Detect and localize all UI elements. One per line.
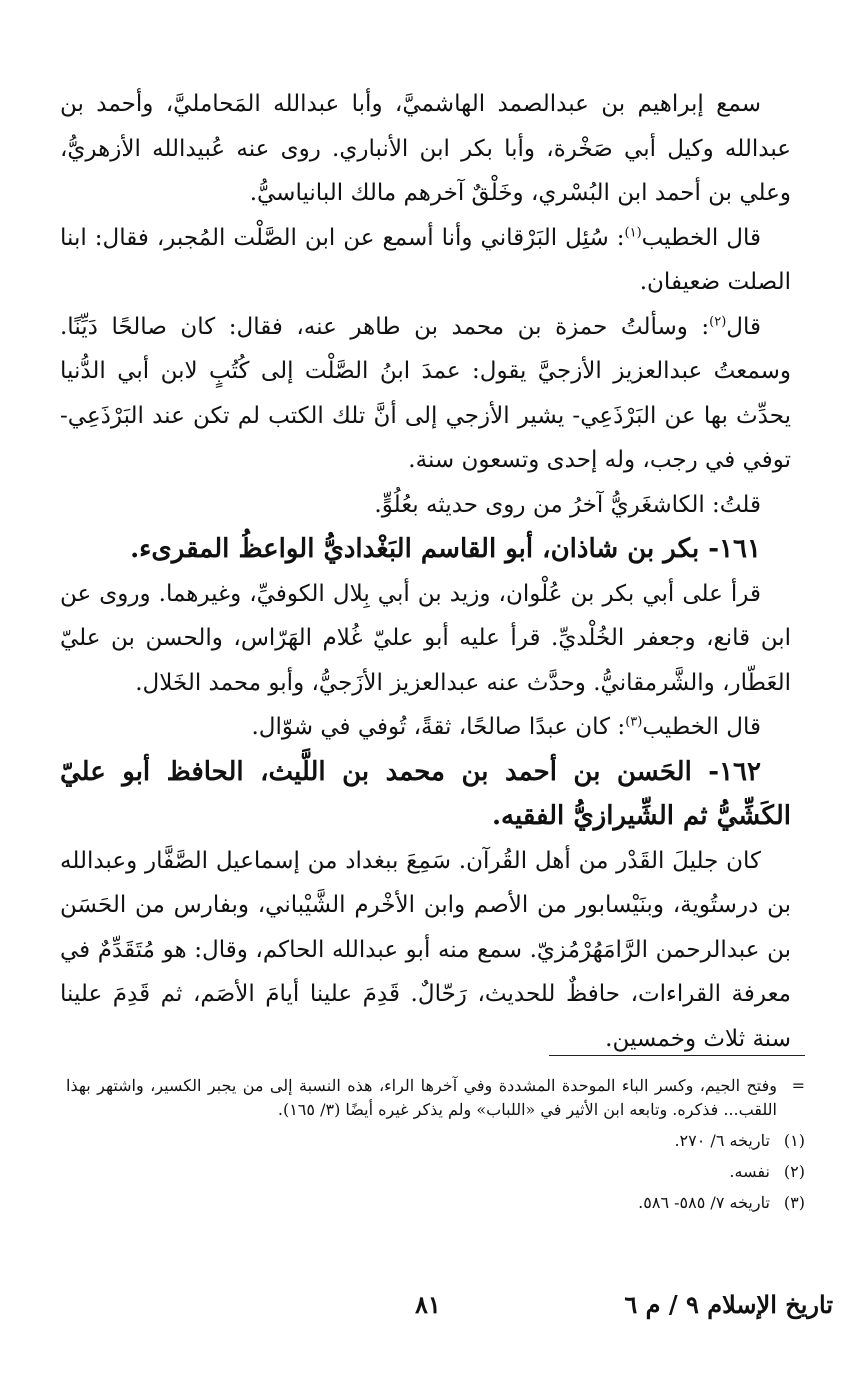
entry-heading: ١٦١- بكر بن شاذان، أبو القاسم البَغْداديُّ الواعظُ المقرىء. — [130, 534, 761, 564]
footnote-number: (٣) — [783, 1193, 805, 1212]
paragraph: كان جليلَ القَدْر من أهل القُرآن. سَمِعَ ببغداد من إسماعيل الصَّفَّار وعبدالله بن درستُوية، وبنَيْسابور من الأصم وابن الأخْرم الشَّيْباني، وبفارس من الحَسَن بن عبدالرحمن الرَّامَهُرْمُزيّ. سمع منه أبو عبدالله الحاكم، وقال: هو مُتَقَدِّمٌ في معرفة القراءات، حافظٌ للحديث، رَحّالٌ. قَدِمَ علينا أيامَ الأصَم، ثم قَدِمَ علينا سنة ثلاث وخمسين. — [60, 847, 791, 1052]
paragraph: سمع إبراهيم بن عبدالصمد الهاشميَّ، وأبا عبدالله المَحامليَّ، وأحمد بن عبدالله وكيل أبي صَخْرة، وأبا بكر ابن الأنباري. روى عنه عُبيدالله الأزهريُّ، وعلي بن أحمد ابن البُسْري، وخَلْقٌ آخرهم مالك البانياسيُّ. — [60, 91, 791, 206]
book-reference: تاريخ الإسلام ٩ / م ٦ — [624, 1290, 833, 1319]
paragraph-text: قال — [726, 313, 761, 340]
footnote-1 — [66, 1129, 805, 1153]
footnote-continuation — [66, 1074, 805, 1122]
footnote-number: (٢) — [783, 1162, 805, 1181]
page-footer — [0, 1290, 855, 1330]
page-number: ٨١ — [415, 1290, 441, 1319]
entry-heading: ١٦٢- الحَسن بن أحمد بن محمد بن اللَّيث، الحافظ أبو عليّ الكَشِّيُّ ثم الشِّيرازيُّ الفقيه. — [60, 756, 791, 831]
footnote-ref: (٣) — [625, 714, 643, 730]
paragraph: قلتُ: الكاشغَريُّ آخرُ من روى حديثه بعُلُوٍّ. — [374, 491, 761, 518]
paragraph: قرأ على أبي بكر بن عُلْوان، وزيد بن أبي بِلال الكوفيِّ، وغيرهما. وروى عن ابن قانع، وجعفر الخُلْديِّ. قرأ عليه أبو عليّ غُلام الهَرّاس، والحسن بن عليّ العَطّار، والشَّرمقانيُّ. وحدَّث عنه عبدالعزيز الأزَجيُّ، وأبو محمد الخَلال. — [60, 580, 791, 696]
paragraph-text: : كان عبدًا صالحًا، ثقةً، تُوفي في شوّال. — [251, 714, 626, 740]
continuation-text: وفتح الجيم، وكسر الباء الموحدة المشددة وفي آخرها الراء، هذه النسبة إلى من يجبر الكسير، واشتهر بهذا اللقب... فذكره. وتابعه ابن الأثير في «اللباب» ولم يذكر غيره أيضًا (٣/ ١٦٥). — [66, 1076, 777, 1119]
paragraph-text: قال الخطيب — [641, 224, 761, 251]
paragraph — [60, 705, 791, 750]
paragraph-text: : سُئِل البَرْقاني وأنا أسمع عن ابن الصَّلْت المُجبر، فقال: ابنا الصلت ضعيفان. — [60, 224, 791, 295]
footnote-text: نفسه. — [729, 1162, 770, 1181]
footnote-3 — [66, 1191, 805, 1215]
body-text — [60, 82, 791, 1061]
footnote-divider — [549, 1055, 805, 1056]
footnote-text: تاريخه ٦/ ٢٧٠. — [674, 1131, 770, 1150]
footnote-ref: (١) — [624, 224, 642, 240]
paragraph — [60, 216, 791, 305]
footnote-text: تاريخه ٧/ ٥٨٥- ٥٨٦. — [638, 1193, 770, 1212]
footnotes — [66, 1074, 805, 1215]
paragraph — [60, 305, 791, 483]
continuation-mark: = — [791, 1076, 805, 1095]
footnote-2 — [66, 1160, 805, 1184]
footnote-number: (١) — [783, 1131, 805, 1150]
footnote-ref: (٢) — [709, 313, 727, 329]
paragraph-text: : وسألتُ حمزة بن محمد بن طاهر عنه، فقال: كان صالحًا دَيِّنًا. وسمعتُ عبدالعزيز الأزجيَّ يقول: عمدَ ابنُ الصَّلْت إلى كُتُبٍ لابن أبي الدُّنيا يحدِّث بها عن البَرْذَعِي- يشير الأزجي إلى أنَّ تلك الكتب لم تكن عند البَرْذَعِي- توفي في رجب، وله إحدى وتسعون سنة. — [60, 313, 791, 473]
paragraph-text: قال الخطيب — [642, 714, 761, 740]
